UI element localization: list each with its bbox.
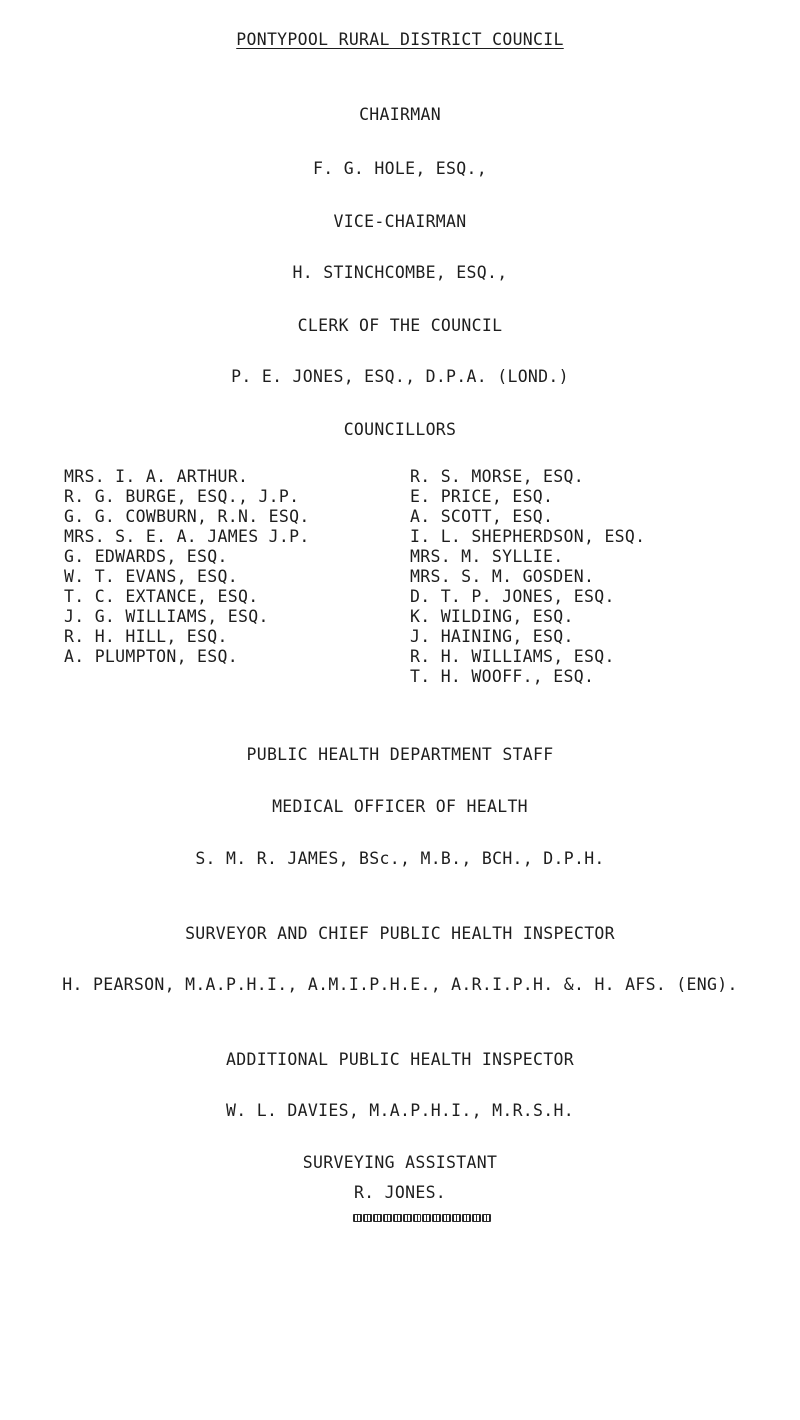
councillor-entry: I. L. SHEPHERDSON, ESQ.: [410, 527, 646, 546]
councillor-entry: R. G. BURGE, ESQ., J.P.: [64, 487, 300, 506]
council-title: PONTYPOOL RURAL DISTRICT COUNCIL: [236, 30, 564, 49]
border-link-icon: [373, 1214, 382, 1222]
border-link-icon: [422, 1214, 431, 1222]
border-link-icon: [432, 1214, 441, 1222]
moh-name: S. M. R. JAMES, BSc., M.B., BCH., D.P.H.: [195, 849, 605, 868]
decorative-border: [353, 1214, 491, 1222]
councillor-entry: MRS. S. M. GOSDEN.: [410, 567, 595, 586]
surveyor-title: SURVEYOR AND CHIEF PUBLIC HEALTH INSPECTOR: [185, 924, 615, 943]
border-link-icon: [482, 1214, 491, 1222]
councillor-entry: A. SCOTT, ESQ.: [410, 507, 554, 526]
councillor-entry: J. G. WILLIAMS, ESQ.: [64, 607, 269, 626]
councillor-entry: R. H. HILL, ESQ.: [64, 627, 228, 646]
border-link-icon: [353, 1214, 362, 1222]
vice-chairman-name: H. STINCHCOMBE, ESQ.,: [292, 263, 508, 282]
councillor-entry: A. PLUMPTON, ESQ.: [64, 647, 238, 666]
councillors-heading: COUNCILLORS: [343, 420, 457, 439]
councillor-entry: MRS. S. E. A. JAMES J.P.: [64, 527, 310, 546]
surveying-assistant-title: SURVEYING ASSISTANT: [302, 1153, 498, 1172]
moh-title: MEDICAL OFFICER OF HEALTH: [272, 797, 528, 816]
border-link-icon: [403, 1214, 412, 1222]
councillor-entry: G. EDWARDS, ESQ.: [64, 547, 228, 566]
councillor-entry: MRS. M. SYLLIE.: [410, 547, 564, 566]
councillor-entry: R. S. MORSE, ESQ.: [410, 467, 584, 486]
border-link-icon: [462, 1214, 471, 1222]
staff-heading: PUBLIC HEALTH DEPARTMENT STAFF: [246, 745, 554, 764]
additional-inspector-name: W. L. DAVIES, M.A.P.H.I., M.R.S.H.: [226, 1101, 574, 1120]
councillor-entry: D. T. P. JONES, ESQ.: [410, 587, 615, 606]
councillor-entry: J. HAINING, ESQ.: [410, 627, 574, 646]
chairman-name: F. G. HOLE, ESQ.,: [313, 159, 487, 178]
councillor-entry: E. PRICE, ESQ.: [410, 487, 554, 506]
surveyor-name: H. PEARSON, M.A.P.H.I., A.M.I.P.H.E., A.R.I.P.H. &. H. AFS. (ENG).: [62, 975, 738, 994]
councillor-entry: MRS. I. A. ARTHUR.: [64, 467, 249, 486]
additional-inspector-title: ADDITIONAL PUBLIC HEALTH INSPECTOR: [226, 1050, 574, 1069]
vice-chairman-heading: VICE-CHAIRMAN: [333, 212, 467, 231]
clerk-heading: CLERK OF THE COUNCIL: [297, 316, 503, 335]
border-link-icon: [413, 1214, 422, 1222]
councillor-entry: K. WILDING, ESQ.: [410, 607, 574, 626]
councillors-right-column: [410, 467, 645, 687]
border-link-icon: [363, 1214, 372, 1222]
chairman-heading: CHAIRMAN: [359, 105, 441, 124]
clerk-name: P. E. JONES, ESQ., D.P.A. (LOND.): [231, 367, 569, 386]
councillor-entry: T. C. EXTANCE, ESQ.: [64, 587, 259, 606]
councillors-left-column: [64, 467, 310, 667]
councillor-entry: W. T. EVANS, ESQ.: [64, 567, 238, 586]
border-link-icon: [442, 1214, 451, 1222]
councillor-entry: G. G. COWBURN, R.N. ESQ.: [64, 507, 310, 526]
surveying-assistant-name: R. JONES.: [353, 1183, 447, 1202]
border-link-icon: [383, 1214, 392, 1222]
border-link-icon: [393, 1214, 402, 1222]
border-link-icon: [452, 1214, 461, 1222]
councillor-entry: T. H. WOOFF., ESQ.: [410, 667, 595, 686]
councillor-entry: R. H. WILLIAMS, ESQ.: [410, 647, 615, 666]
border-link-icon: [472, 1214, 481, 1222]
